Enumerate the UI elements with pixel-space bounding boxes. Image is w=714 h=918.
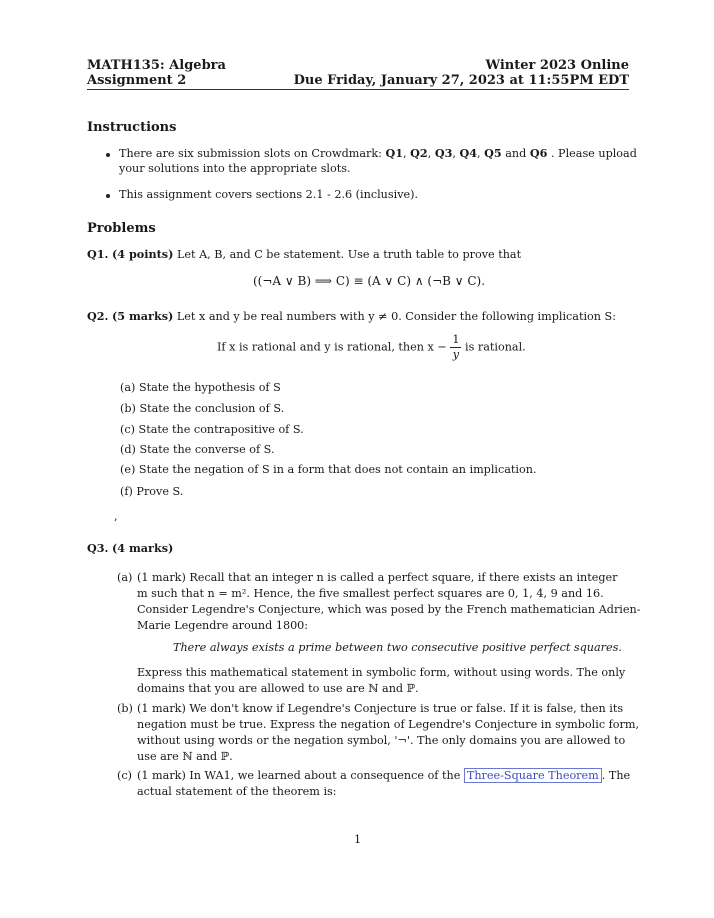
q2-part-e: (e) State the negation of S in a form that does not contain an implication. [120,463,537,476]
instruction-1: There are six submission slots on Crowdmark: Q1, Q2, Q3, Q4, Q5 and Q6 . Please upload [119,146,637,160]
q3b-line-2: negation must be true. Express the negation of Legendre's Conjecture in symbolic form, [137,718,640,731]
assignment-title: Assignment 2 [87,73,187,88]
instruction-2: This assignment covers sections 2.1 - 2.6 (inclusive). [119,188,419,201]
q1-statement: Q1. (4 points) Let A, B, and C be statement. Use a truth table to prove that [87,247,522,261]
page-number: 1 [354,833,362,846]
q3a-label: (a) [117,571,133,584]
q3a-after-1: Express this mathematical statement in symbolic form, without using words. The only [137,666,626,679]
problems-heading: Problems [87,221,156,236]
due-date: Due Friday, January 27, 2023 at 11:55PM EDT [293,73,629,88]
q1-formula: ((¬A ∨ B) ⟹ C) ≡ (A ∨ C) ∧ (¬B ∨ C). [253,274,486,288]
q3a-line-4: Marie Legendre around 1800: [137,619,309,632]
q3a-line-2: m such that n = m². Hence, the five smallest perfect squares are 0, 1, 4, 9 and 16. [137,587,604,600]
q3a-line-3: Consider Legendre's Conjecture, which was posed by the French mathematician Adrien- [137,603,641,616]
q2-part-a: (a) State the hypothesis of S [120,381,281,394]
three-square-theorem-link[interactable]: Three-Square Theorem [464,768,602,783]
q2-part-c: (c) State the contrapositive of S. [120,423,304,436]
q2-implication: If x is rational and y is rational, then x − $\frac{1}{y}$ is rational. [217,333,526,361]
q3-statement: Q3. (4 marks) [87,541,174,555]
bullet-2 [106,194,110,198]
header-rule [87,89,629,90]
q2-part-f: (f) Prove S. [120,485,184,498]
q3b-line-1: (1 mark) We don't know if Legendre's Conjecture is true or false. If it is false, then its [137,702,624,715]
q3a-line-1: (1 mark) Recall that an integer n is called a perfect square, if there exists an integer [137,571,618,584]
course-title: MATH135: Algebra [87,58,226,73]
q3b-line-4: use are ℕ and ℙ. [137,750,233,763]
instruction-1-line2: your solutions into the appropriate slots. [119,162,351,175]
bullet-1 [106,153,110,157]
q2-part-b: (b) State the conclusion of S. [120,402,285,415]
term: Winter 2023 Online [485,58,629,73]
q3c-label: (c) [117,769,132,782]
fraction-1-over-y: $\frac{1}{y}$ [452,333,460,361]
instructions-heading: Instructions [87,120,177,135]
q3c-line-1: (1 mark) In WA1, we learned about a consequence of the Three-Square Theorem . The [137,769,631,782]
q2-statement: Q2. (5 marks) Let x and y be real numbers with y ≠ 0. Consider the following implication S: [87,309,616,323]
stray-comma: , [114,510,118,523]
q3b-label: (b) [117,702,133,715]
legendre-quote: There always exists a prime between two consecutive positive perfect squares. [173,641,622,654]
q3a-after-2: domains that you are allowed to use are ℕ and ℙ. [137,682,419,695]
q3c-line-2: actual statement of the theorem is: [137,785,337,798]
q2-part-d: (d) State the converse of S. [120,443,275,456]
q3b-line-3: without using words or the negation symbol, '¬'. The only domains you are allowed to [137,734,626,747]
